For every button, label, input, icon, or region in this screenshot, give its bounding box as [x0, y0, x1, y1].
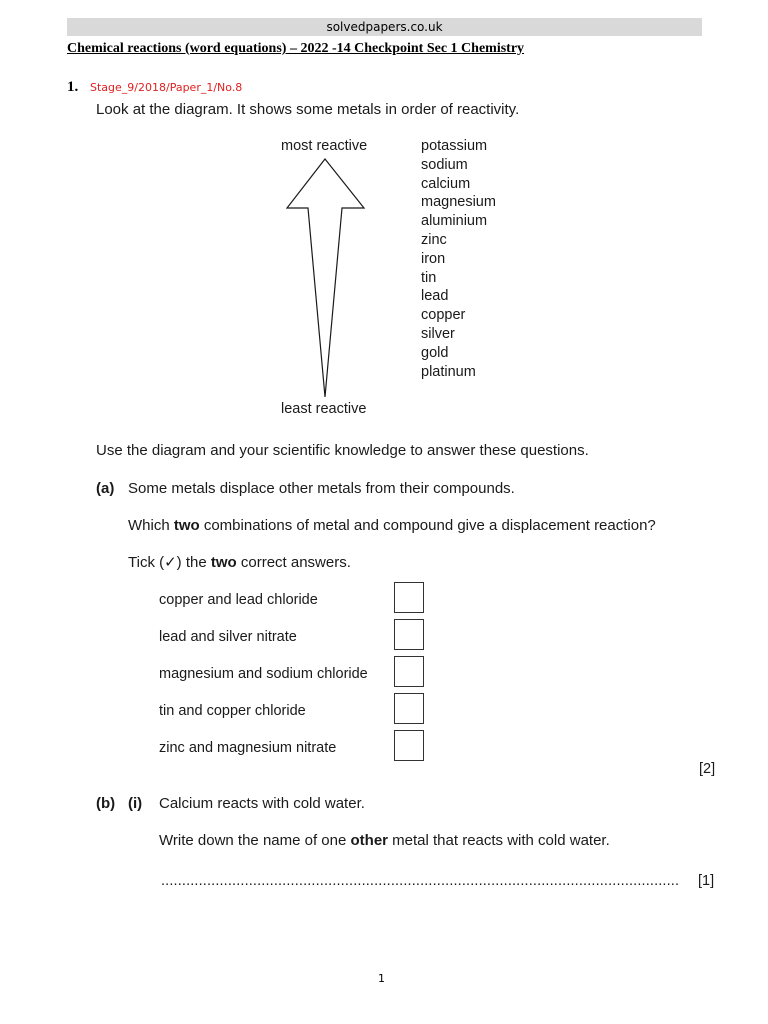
question-reference: Stage_9/2018/Paper_1/No.8 — [90, 81, 243, 94]
list-item: sodium — [421, 156, 468, 173]
tick-box[interactable] — [394, 693, 424, 724]
list-item: magnesium — [421, 194, 496, 211]
instruction-text: Use the diagram and your scientific knowledge to answer these questions. — [96, 442, 589, 459]
list-item: lead — [421, 288, 449, 305]
part-b-sub-label: (i) — [128, 795, 143, 812]
question-intro: Look at the diagram. It shows some metals in order of reactivity. — [96, 101, 520, 118]
list-item: platinum — [421, 363, 476, 380]
option-label: zinc and magnesium nitrate — [159, 740, 337, 756]
answer-line[interactable]: ............................................................................................................................ — [161, 873, 680, 889]
tick-instruction: Tick (✓) the two correct answers. — [128, 554, 351, 571]
tick-box[interactable] — [394, 619, 424, 650]
list-item: gold — [421, 344, 449, 361]
option-label: magnesium and sodium chloride — [159, 666, 368, 682]
metal-reactivity-list — [421, 137, 496, 381]
list-item: silver — [421, 325, 455, 342]
part-b-question: Write down the name of one other metal that reacts with cold water. — [159, 832, 610, 849]
tick-box[interactable] — [394, 656, 424, 687]
list-item: copper — [421, 307, 466, 324]
option-label: copper and lead chloride — [159, 592, 318, 608]
document-title: Chemical reactions (word equations) – 2022 -14 Checkpoint Sec 1 Chemistry — [67, 41, 525, 56]
option-label: tin and copper chloride — [159, 703, 306, 719]
part-a-marks: [2] — [699, 761, 716, 777]
least-reactive-label: least reactive — [281, 401, 367, 417]
list-item: zinc — [421, 231, 447, 248]
part-b-label: (b) — [96, 795, 116, 812]
list-item: aluminium — [421, 213, 488, 230]
question-number: 1. — [67, 79, 79, 95]
most-reactive-label: most reactive — [281, 138, 368, 154]
tick-box[interactable] — [394, 730, 424, 761]
page-number: 1 — [378, 972, 385, 985]
option-label: lead and silver nitrate — [159, 629, 297, 645]
list-item: potassium — [421, 138, 488, 154]
reactivity-arrow — [284, 156, 366, 400]
list-item: calcium — [421, 175, 471, 192]
part-b-text: Calcium reacts with cold water. — [159, 795, 365, 812]
part-a-label: (a) — [96, 480, 115, 497]
list-item: tin — [421, 269, 437, 286]
tick-box[interactable] — [394, 582, 424, 613]
part-b-marks: [1] — [698, 873, 715, 889]
part-a-text: Some metals displace other metals from their compounds. — [128, 480, 515, 497]
list-item: iron — [421, 250, 446, 267]
site-banner: solvedpapers.co.uk — [67, 18, 702, 36]
part-a-question: Which two combinations of metal and compound give a displacement reaction? — [128, 517, 656, 534]
